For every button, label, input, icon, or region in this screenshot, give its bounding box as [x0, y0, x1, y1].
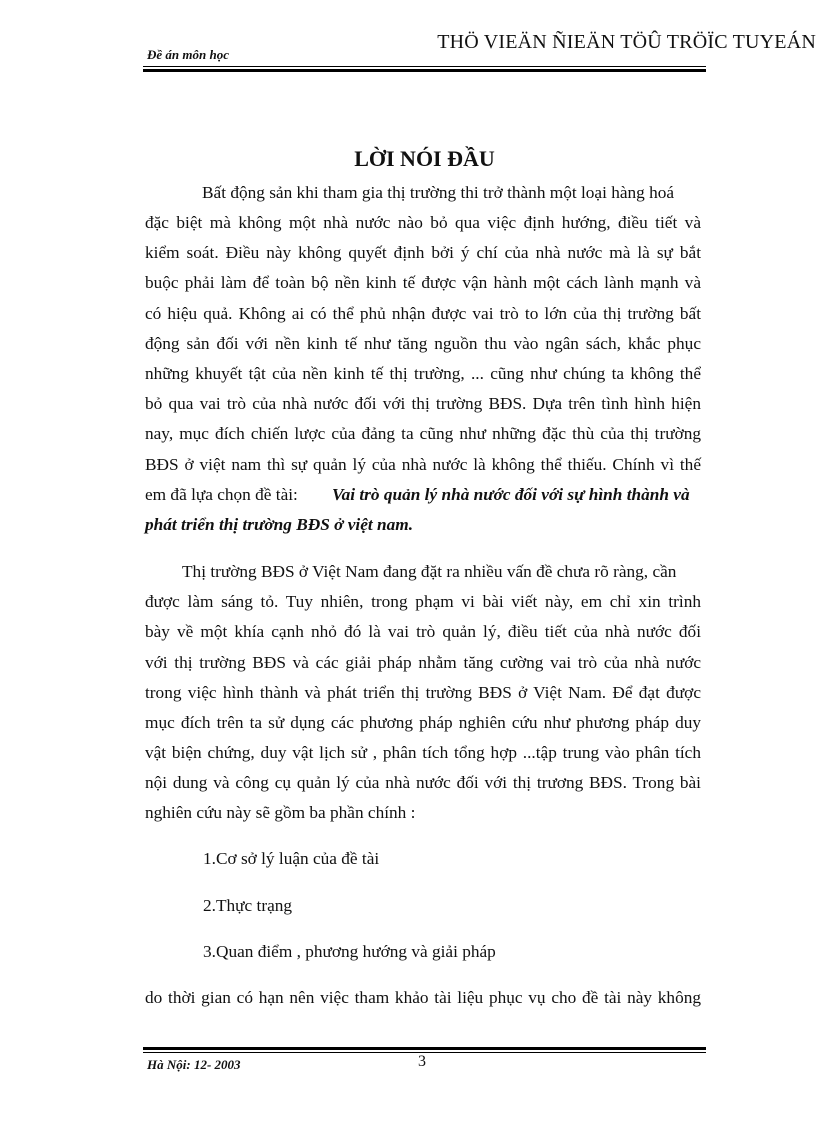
- paragraph-line: vật biện chứng, duy vật lịch sử , phân tích tổng hợp ...tập trung vào phân tích: [145, 743, 701, 762]
- paragraph-line: bỏ qua vai trò của nhà nước đối với thị trường BĐS. Dựa trên tình hình hiện: [145, 394, 701, 413]
- paragraph-line: với thị trường BĐS và các giải pháp nhằm tăng cường vai trò của nhà nước: [145, 653, 701, 672]
- paragraph-line: Bất động sản khi tham gia thị trường thi trở thành một loại hàng hoá: [202, 183, 675, 202]
- section-item: 1.Cơ sở lý luận của đề tài: [203, 849, 380, 868]
- paragraph-line: nội dung và công cụ quản lý của nhà nước đối với thị trương BĐS. Trong bài: [145, 773, 701, 792]
- paragraph-line: bày về một khía cạnh nhỏ đó là vai trò quản lý, điều tiết của nhà nước đối: [145, 622, 701, 641]
- topic-title-part2: phát triển thị trường BĐS ở việt nam.: [145, 515, 414, 534]
- header-divider-thick: [143, 69, 706, 72]
- header-course-label: Đề án môn học: [147, 47, 229, 62]
- paragraph-line: nay, mục đích chiến lược của đảng ta cũng như những đặc thù của thị trường: [145, 424, 701, 443]
- paragraph-line: nghiên cứu này sẽ gồm ba phần chính :: [145, 803, 416, 822]
- paragraph-line: mục đích trên ta sử dụng các phương pháp nghiên cứu như phương pháp duy: [145, 713, 701, 732]
- paragraph-line: trong việc hình thành và phát triển thị trường BĐS ở Việt Nam. Để đạt được: [145, 683, 701, 702]
- paragraph-line: BĐS ở việt nam thì sự quản lý của nhà nước là không thể thiếu. Chính vì thế: [145, 455, 701, 474]
- topic-intro: em đã lựa chọn đề tài:: [145, 485, 298, 504]
- footer-divider-thick: [143, 1047, 706, 1050]
- footer-location-date: Hà Nội: 12- 2003: [147, 1057, 241, 1072]
- header-divider-thin: [143, 66, 706, 67]
- paragraph-line: Thị trường BĐS ở Việt Nam đang đặt ra nhiều vấn đề chưa rõ ràng, cần: [182, 562, 677, 581]
- topic-title-part1: Vai trò quản lý nhà nước đối với sự hình thành và: [332, 485, 690, 504]
- paragraph-line: động sản đối với nền kinh tế như tăng nguồn thu vào ngân sách, khắc phục: [145, 334, 701, 353]
- paragraph-line: buộc phải làm để toàn bộ nền kinh tế được vận hành một cách lành mạnh và: [145, 273, 701, 292]
- section-item: 3.Quan điểm , phương hướng và giải pháp: [203, 942, 496, 961]
- page-number: 3: [418, 1053, 426, 1070]
- section-item: 2.Thực trạng: [203, 896, 293, 915]
- paragraph-line: những khuyết tật của nền kinh tế thị trường, ... cũng như chúng ta không thể: [145, 364, 701, 383]
- paragraph-line: được làm sáng tỏ. Tuy nhiên, trong phạm vi bài viết này, em chỉ xin trình: [145, 592, 701, 611]
- closing-line: do thời gian có hạn nên việc tham khảo tài liệu phục vụ cho đề tài này không: [145, 988, 701, 1007]
- paragraph-line: đặc biệt mà không một nhà nước nào bỏ qua việc định hướng, điều tiết và: [145, 213, 701, 232]
- paragraph-line: kiểm soát. Điều này không quyết định bởi ý chí của nhà nước mà là sự bắt: [145, 243, 701, 262]
- header-library-label: THÖ VIEÄN ÑIEÄN TÖÛ TRÖÏC TUYEÁN: [437, 31, 816, 53]
- paragraph-line: có hiệu quả. Không ai có thể phủ nhận được vai trò to lớn của thị trường bất: [145, 304, 701, 323]
- page-title: LỜI NÓI ĐẦU: [354, 146, 495, 171]
